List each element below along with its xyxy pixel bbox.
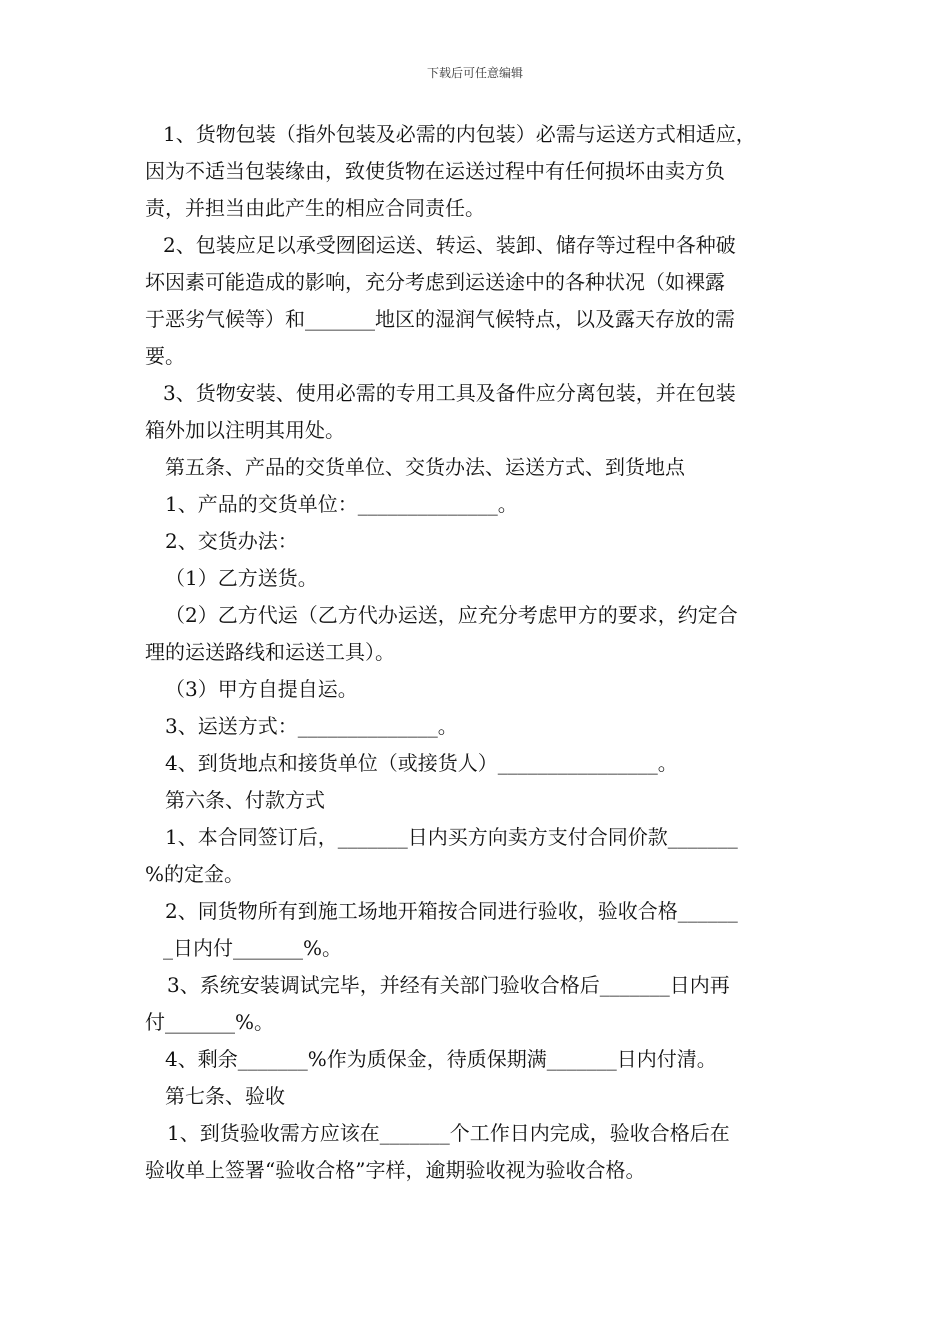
document-body bbox=[145, 116, 815, 1189]
page-header: 下载后可任意编辑 bbox=[426, 66, 523, 80]
text-line: 第六条、付款方式 bbox=[165, 788, 325, 812]
text-line: 2、同货物所有到施工场地开箱按合同进行验收，验收合格______ bbox=[165, 899, 738, 923]
text-line: 4、剩余_______%作为质保金，待质保期满_______日内付清。 bbox=[165, 1047, 717, 1071]
text-line: 1、本合同签订后，_______日内买方向卖方支付合同价款_______ bbox=[165, 825, 738, 849]
text-line: 2、包装应足以承受囫囵运送、转运、装卸、储存等过程中各种破 bbox=[163, 233, 736, 257]
text-line: 第五条、产品的交货单位、交货办法、运送方式、到货地点 bbox=[165, 455, 685, 479]
text-line: 付_______%。 bbox=[145, 1010, 275, 1034]
text-line: 3、运送方式：______________。 bbox=[165, 714, 458, 738]
text-line: 3、货物安装、使用必需的专用工具及备件应分离包装，并在包装 bbox=[163, 381, 736, 405]
text-line: （3）甲方自提自运。 bbox=[165, 677, 358, 701]
text-line: 因为不适当包装缘由，致使货物在运送过程中有任何损坏由卖方负 bbox=[145, 159, 725, 183]
text-line: 要。 bbox=[145, 344, 185, 368]
text-line: 1、产品的交货单位：______________。 bbox=[165, 492, 518, 516]
text-line: （1）乙方送货。 bbox=[165, 566, 318, 590]
text-line: 2、交货办法： bbox=[165, 529, 298, 553]
text-line: 箱外加以注明其用处。 bbox=[145, 418, 345, 442]
text-line: 1、到货验收需方应该在_______个工作日内完成，验收合格后在 bbox=[167, 1121, 730, 1145]
text-line: 第七条、验收 bbox=[165, 1084, 285, 1108]
text-line: 验收单上签署“验收合格”字样，逾期验收视为验收合格。 bbox=[145, 1158, 646, 1182]
text-line: _日内付_______%。 bbox=[163, 936, 343, 960]
text-line: %的定金。 bbox=[145, 862, 245, 886]
text-line: 1、货物包装（指外包装及必需的内包装）必需与运送方式相适应， bbox=[163, 122, 756, 146]
text-line: 理的运送路线和运送工具）。 bbox=[145, 640, 395, 664]
text-line: 4、到货地点和接货单位（或接货人）________________。 bbox=[165, 751, 678, 775]
text-line: 3、系统安装调试完毕，并经有关部门验收合格后_______日内再 bbox=[167, 973, 730, 997]
text-line: 责，并担当由此产生的相应合同责任。 bbox=[145, 196, 485, 220]
text-line: 坏因素可能造成的影响，充分考虑到运送途中的各种状况（如裸露 bbox=[145, 270, 725, 294]
text-line: 于恶劣气候等）和_______地区的湿润气候特点，以及露天存放的需 bbox=[145, 307, 735, 331]
text-line: （2）乙方代运（乙方代办运送，应充分考虑甲方的要求，约定合 bbox=[165, 603, 738, 627]
